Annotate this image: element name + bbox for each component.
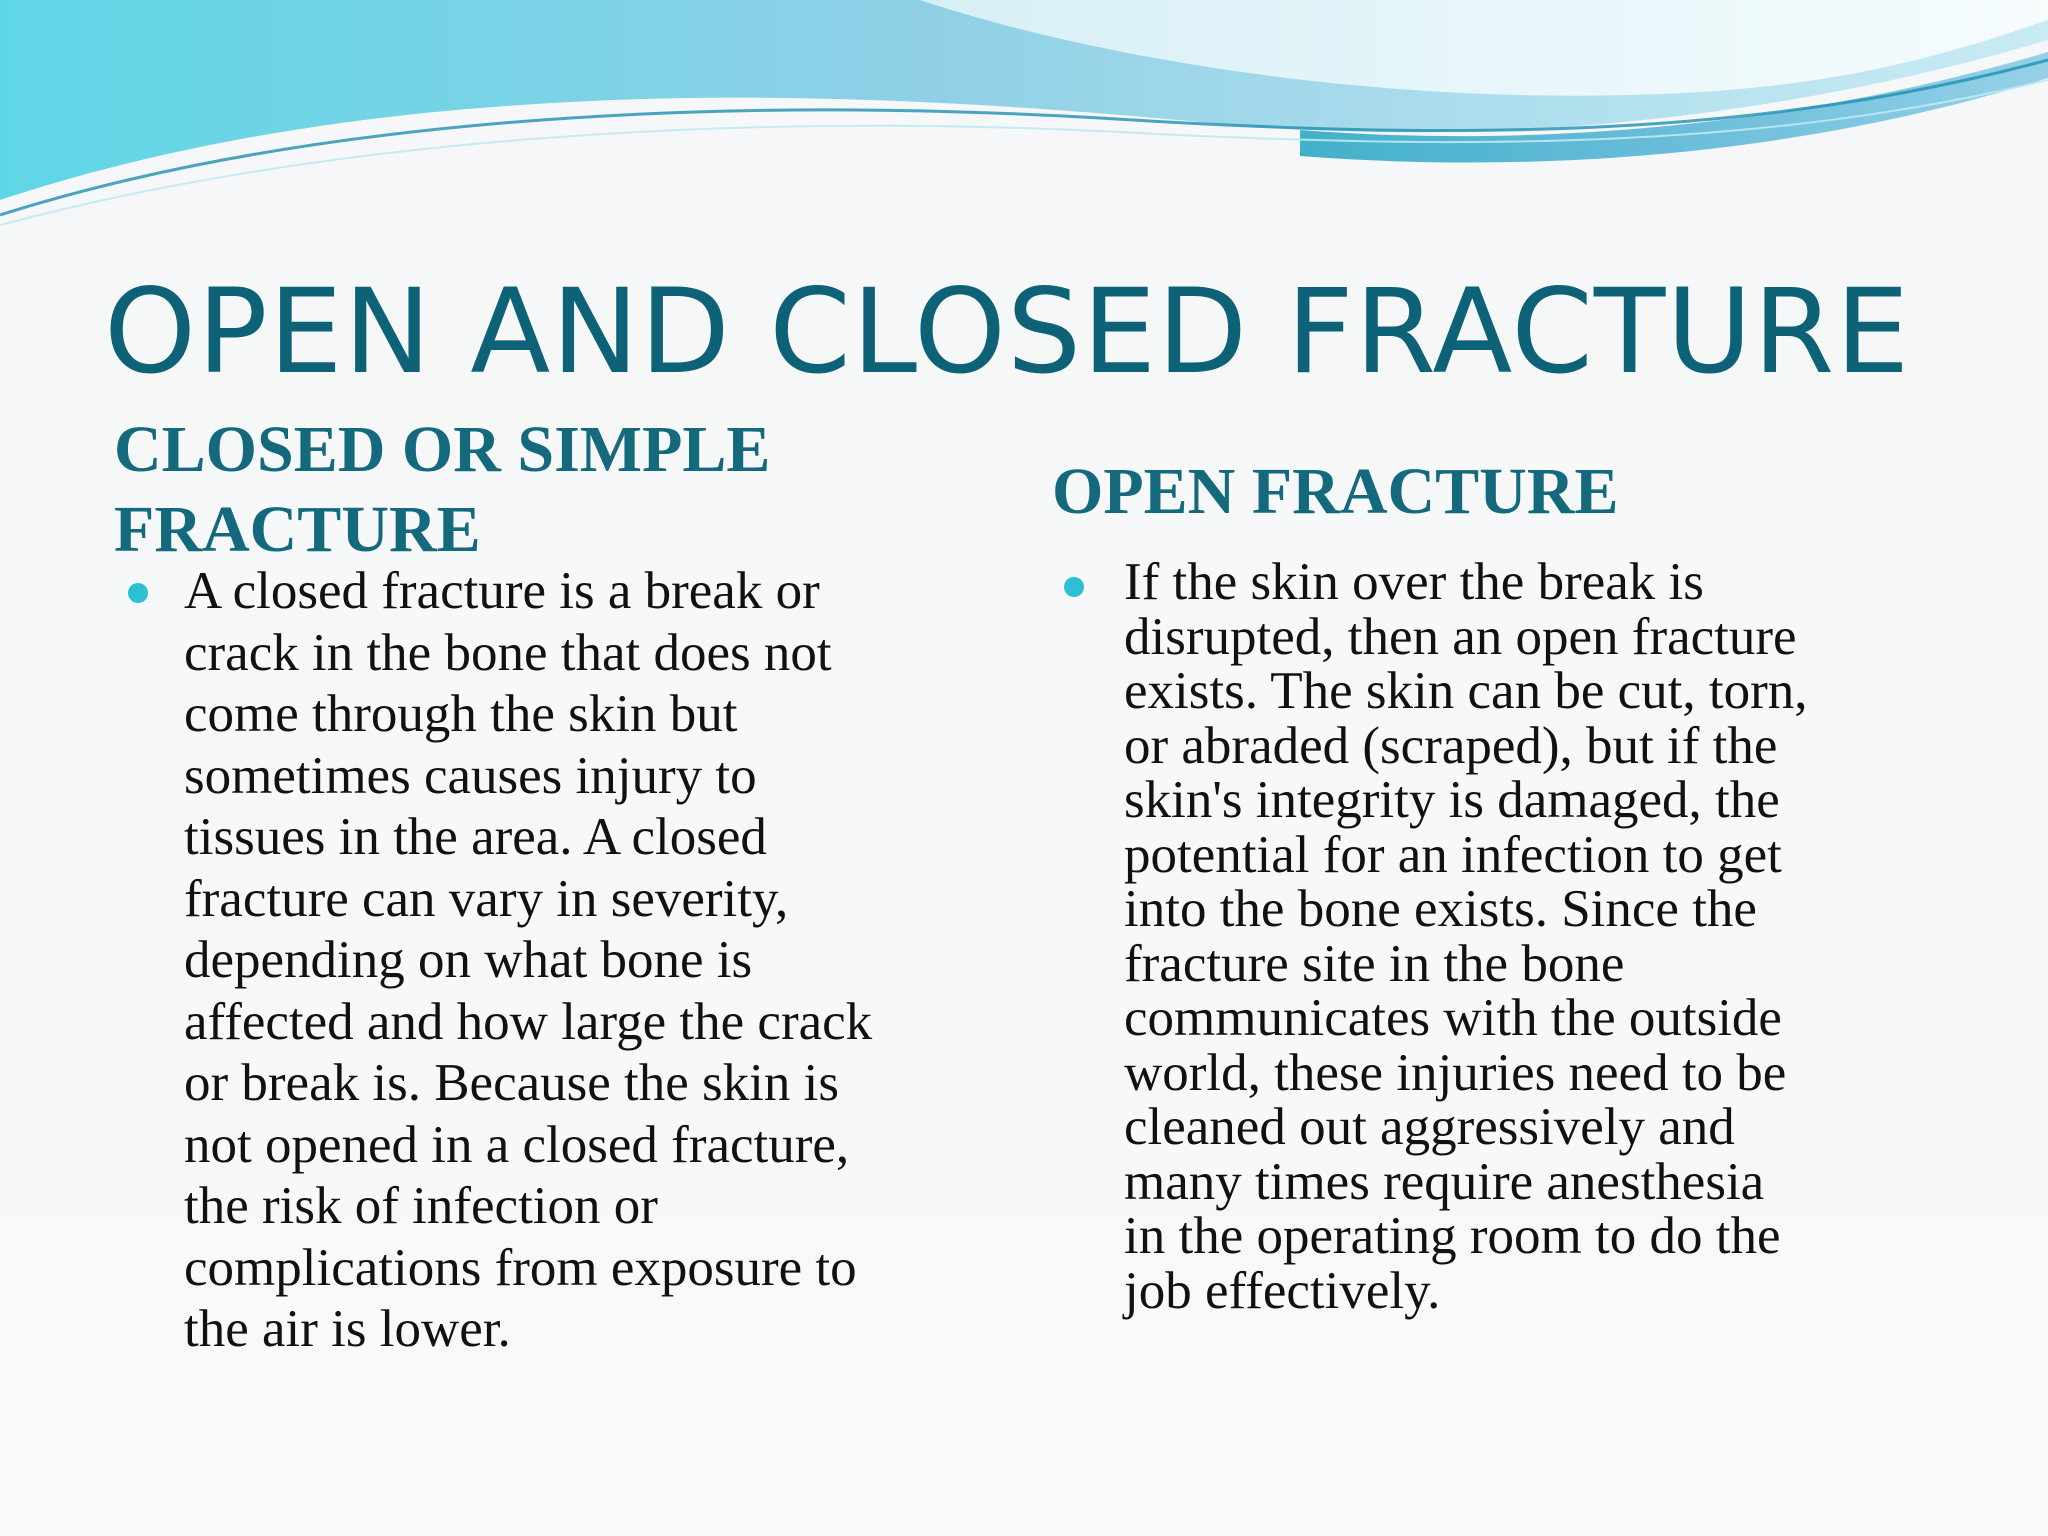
open-fracture-description: If the skin over the break is disrupted, then an open fracture exists. The skin can be cut, torn, or abraded (scraped), but if the skin's integrity is damaged, the potential for an infection to get into the bone exists. Since the fracture site in the bone communicates with the outside world, these injuries need to be cleaned out aggressively and many times require anesthesia in the operating room to do the job effectively. (1124, 553, 1808, 1320)
decorative-wave-banner (0, 0, 2048, 240)
column-heading-open-fracture: OPEN FRACTURE (1052, 455, 1619, 528)
bullet-dot-icon (128, 583, 148, 603)
slide-title: OPEN AND CLOSED FRACTURE (104, 263, 1911, 400)
closed-fracture-description: A closed fracture is a break or crack in the bone that does not come through the skin but sometimes causes injury to tissues in the area. A closed fracture can vary in severity, depending on what bone is affected and how large the crack or break is. Because the skin is not opened in a closed fracture, the risk of infection or complications from exposure to the air is lower. (184, 562, 873, 1358)
bullet-dot-icon (1064, 577, 1084, 597)
column-heading-closed-fracture: CLOSED OR SIMPLE FRACTURE (114, 413, 771, 566)
